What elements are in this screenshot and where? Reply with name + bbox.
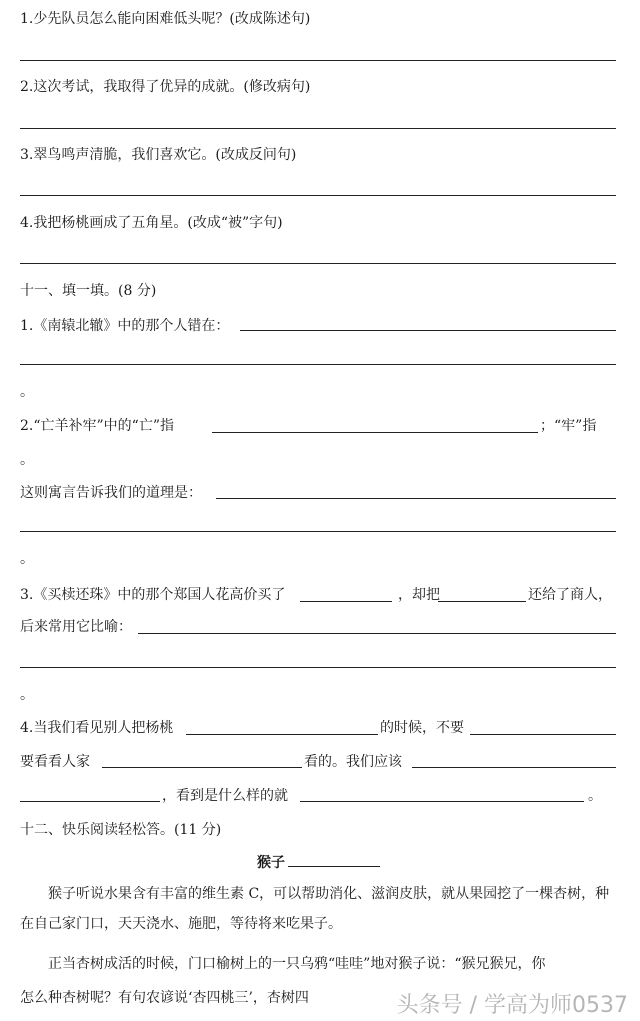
period: 。	[20, 687, 34, 703]
fill-item-3: 3.《买椟还珠》中的那个郑国人花高价买了	[20, 587, 286, 603]
answer-line[interactable]	[102, 767, 302, 768]
answer-line[interactable]	[20, 667, 616, 668]
rewrite-item-1: 1.少先队员怎么能向困难低头呢？(改成陈述句)	[20, 11, 311, 27]
answer-line[interactable]	[212, 432, 538, 433]
section-12-heading: 十二、快乐阅读轻松答。(11 分)	[20, 822, 222, 838]
fill-item-4-line2a: 要看看人家	[20, 754, 90, 770]
rewrite-item-4: 4.我把杨桃画成了五角星。(改成“被”字句)	[20, 215, 283, 231]
fill-item-2-moral: 这则寓言告诉我们的道理是：	[20, 485, 202, 501]
fill-item-1-text: 1.《南辕北辙》中的那个人错在：	[20, 318, 230, 334]
answer-line[interactable]	[470, 734, 616, 735]
fill-item-4: 4.当我们看见别人把杨桃	[20, 720, 174, 736]
answer-line[interactable]	[300, 601, 392, 602]
passage-paragraph-2-line2: 怎么种杏树呢？有句农谚说‘杏四桃三’，杏树四	[20, 990, 309, 1006]
answer-line[interactable]	[20, 195, 616, 196]
fill-item-4-part2: 的时候，不要	[380, 720, 464, 736]
title-blank[interactable]	[288, 852, 380, 867]
passage-title-text: 猴子	[257, 855, 285, 871]
answer-line[interactable]	[216, 498, 616, 499]
fill-item-3-line2: 后来常用它比喻：	[20, 619, 132, 635]
rewrite-item-2: 2.这次考试，我取得了优异的成就。(修改病句)	[20, 79, 311, 95]
passage-paragraph-1: 猴子听说水果含有丰富的维生素 C，可以帮助消化、滋润皮肤，就从果园挖了一棵杏树，种在自己家门口，天天浇水、施肥，等待将来吃果子。	[20, 886, 610, 932]
fill-item-3-part2: ，却把	[398, 587, 440, 603]
fill-item-4-line2b: 看的。我们应该	[304, 754, 402, 770]
period: 。	[20, 452, 34, 468]
answer-line[interactable]	[20, 801, 160, 802]
answer-line[interactable]	[20, 128, 616, 129]
watermark: 头条号 / 学高为师0537	[396, 993, 628, 1018]
fill-item-1	[20, 316, 229, 336]
answer-line[interactable]	[138, 633, 616, 634]
fill-item-2: 2.“亡羊补牢”中的“亡”指	[20, 418, 174, 434]
fill-item-4-line3a: ，看到是什么样的就	[162, 788, 288, 804]
rewrite-item-3: 3.翠鸟鸣声清脆，我们喜欢它。(改成反问句)	[20, 147, 297, 163]
answer-line[interactable]	[20, 60, 616, 61]
passage-paragraph-2-line1: 正当杏树成活的时候，门口榆树上的一只乌鸦“哇哇”地对猴子说：“猴兄猴兄，你	[48, 956, 546, 972]
fill-item-2-part2: ；“牢”指	[540, 418, 597, 434]
answer-line[interactable]	[20, 364, 616, 365]
answer-line[interactable]	[20, 263, 616, 264]
answer-line[interactable]	[186, 734, 378, 735]
period: 。	[20, 384, 34, 400]
fill-item-3-part3: 还给了商人，	[528, 587, 612, 603]
answer-line[interactable]	[20, 531, 616, 532]
answer-line[interactable]	[240, 330, 616, 331]
answer-line[interactable]	[412, 767, 616, 768]
answer-line[interactable]	[300, 801, 584, 802]
passage-title	[0, 852, 640, 873]
section-11-heading: 十一、填一填。(8 分)	[20, 283, 157, 299]
fill-item-4-line3b: 。	[588, 788, 602, 804]
period: 。	[20, 551, 34, 567]
answer-line[interactable]	[438, 601, 526, 602]
